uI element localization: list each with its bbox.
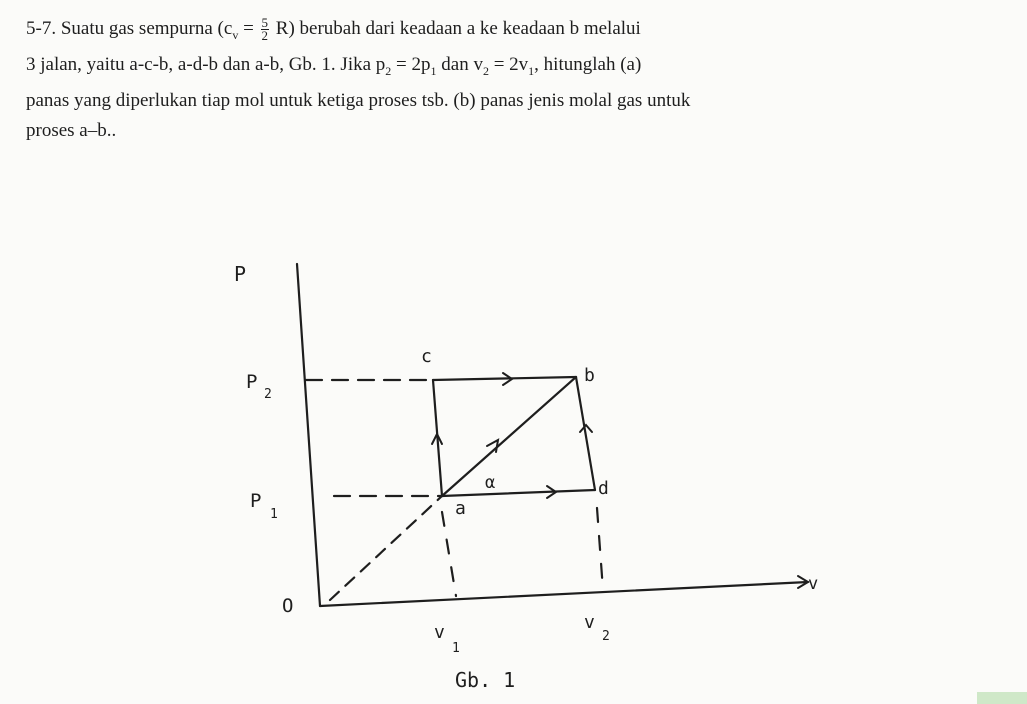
path-c-b <box>433 377 576 380</box>
svg-text:v: v <box>434 622 445 643</box>
v-axis <box>320 582 808 606</box>
v1-subscript: 1 <box>528 63 535 78</box>
origin-to-a-dashed <box>330 496 442 600</box>
point-b-label: b <box>584 365 595 386</box>
v2-dashed-line <box>597 508 603 590</box>
p2-equation: = 2p <box>391 53 431 75</box>
svg-text:1: 1 <box>452 641 460 656</box>
svg-text:1: 1 <box>270 507 278 522</box>
svg-text:2: 2 <box>264 387 272 402</box>
v2-equation: = 2v <box>488 53 529 75</box>
p1-subscript: 1 <box>430 63 437 78</box>
problem-text-2: R) berubah dari keadaan a ke keadaan b melalui <box>271 18 641 39</box>
problem-text-4: dan v <box>436 53 483 75</box>
path-a-b <box>442 377 576 496</box>
problem-text-3: 3 jalan, yaitu a-c-b, a-d-b dan a-b, Gb. 1. Jika p <box>26 53 386 75</box>
corner-mark <box>977 692 1027 704</box>
v1-dashed-line <box>442 512 456 596</box>
cv-equals: = <box>238 18 259 39</box>
axis-v-label: v <box>808 574 819 594</box>
axis-p-label: P <box>234 262 247 286</box>
cv-subscript: v <box>232 27 239 42</box>
p2-subscript: 2 <box>385 63 392 78</box>
path-a-d <box>442 490 595 496</box>
problem-text-5: , hitunglah (a) <box>534 53 642 75</box>
v2-axis-label <box>584 612 610 644</box>
point-d-label: d <box>598 478 609 499</box>
fraction-numerator: 5 <box>261 15 269 31</box>
fraction-denominator: 2 <box>261 28 269 44</box>
path-b-d <box>576 377 595 490</box>
origin-label: O <box>282 595 294 617</box>
p1-axis-label <box>250 490 278 522</box>
v2-subscript: 2 <box>482 63 489 78</box>
problem-line-3: panas yang diperlukan tiap mol untuk ketiga proses tsb. (b) panas jenis molal gas untuk <box>26 89 691 111</box>
figure-caption: Gb. 1 <box>455 668 516 692</box>
svg-text:P: P <box>250 490 262 512</box>
svg-text:2: 2 <box>602 629 610 644</box>
v1-axis-label <box>434 622 460 656</box>
svg-text:v: v <box>584 612 595 633</box>
p-axis <box>297 264 320 606</box>
point-c-label: c <box>421 346 432 367</box>
angle-alpha-label: α <box>485 473 496 493</box>
svg-text:P: P <box>246 371 258 393</box>
point-a-label: a <box>455 498 466 519</box>
problem-line-4: proses a–b.. <box>26 119 117 141</box>
problem-number: 5-7. <box>26 18 57 39</box>
problem-text-1: Suatu gas sempurna (c <box>60 18 233 39</box>
p2-axis-label <box>246 371 272 402</box>
